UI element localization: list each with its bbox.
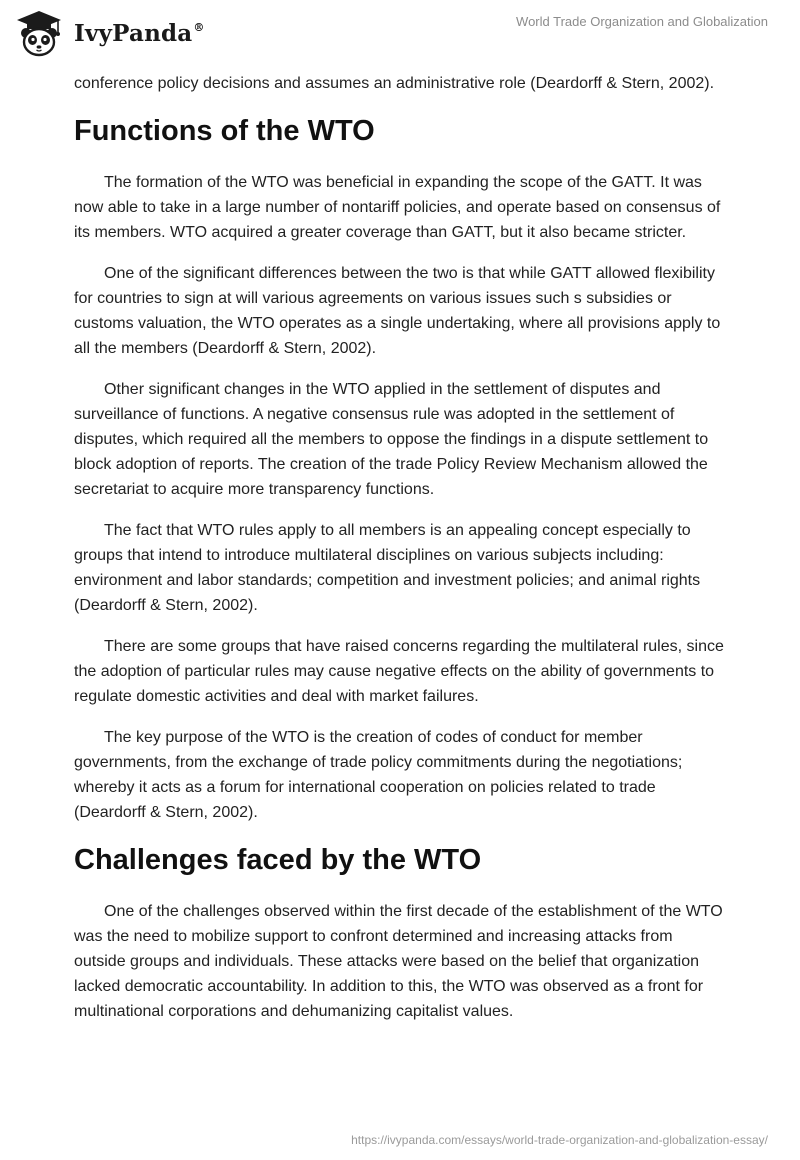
panda-graduate-icon [14,8,64,58]
essay-body [74,71,726,1040]
intro-paragraph-fragment: conference policy decisions and assumes an administrative role (Deardorff & Stern, 2002). [74,75,715,92]
ivypanda-logo[interactable] [14,8,205,58]
paragraph: One of the significant differences between the two is that while GATT allowed flexibility for countries to sign at will various agreements on various issues such s subsidies or customs valuation, the WTO operates as a single undertaking, where all provisions apply to all the members (Deardorff & Stern, 2002). [74,265,721,357]
brand-name-text: IvyPanda [74,19,193,47]
paragraph: Other significant changes in the WTO applied in the settlement of disputes and surveillance of functions. A negative consensus rule was adopted in the settlement of disputes, which required all the members to oppose the findings in a dispute settlement to block adoption of reports. The creation of the trade Policy Review Mechanism allowed the secretariat to acquire more transparency functions. [74,381,709,498]
page-header [0,0,800,70]
source-url-link[interactable]: https://ivypanda.com/essays/world-trade-organization-and-globalization-essay/ [351,1133,768,1147]
paragraph: One of the challenges observed within the first decade of the establishment of the WTO was the need to mobilize support to confront determined and increasing attacks from outside groups and individuals. These attacks were based on the belief that organization lacked democratic accountability. In addition to this, the WTO was observed as a front for multinational corporations and dehumanizing capitalist values. [74,903,723,1020]
brand-name [74,20,205,47]
document-title: World Trade Organization and Globalization [516,14,768,29]
paragraph: The key purpose of the WTO is the creation of codes of conduct for member governments, from the exchange of trade policy commitments during the negotiations; whereby it acts as a forum for international cooperation on policies related to trade (Deardorff & Stern, 2002). [74,729,683,821]
paragraph: There are some groups that have raised concerns regarding the multilateral rules, since the adoption of particular rules may cause negative effects on the ability of governments to regulate domestic activities and deal with market failures. [74,638,724,705]
registered-mark: ® [193,20,205,34]
section-heading-challenges: Challenges faced by the WTO [74,844,482,876]
section-heading-functions: Functions of the WTO [74,115,375,147]
paragraph: The formation of the WTO was beneficial in expanding the scope of the GATT. It was now able to take in a large number of nontariff policies, and operate based on consensus of its members. WTO acquired a greater coverage than GATT, but it also became stricter. [74,174,721,241]
paragraph: The fact that WTO rules apply to all members is an appealing concept especially to groups that intend to introduce multilateral disciplines on various subjects including: environment and labor standards; competition and investment policies; and animal rights (Deardorff & Stern, 2002). [74,522,701,614]
